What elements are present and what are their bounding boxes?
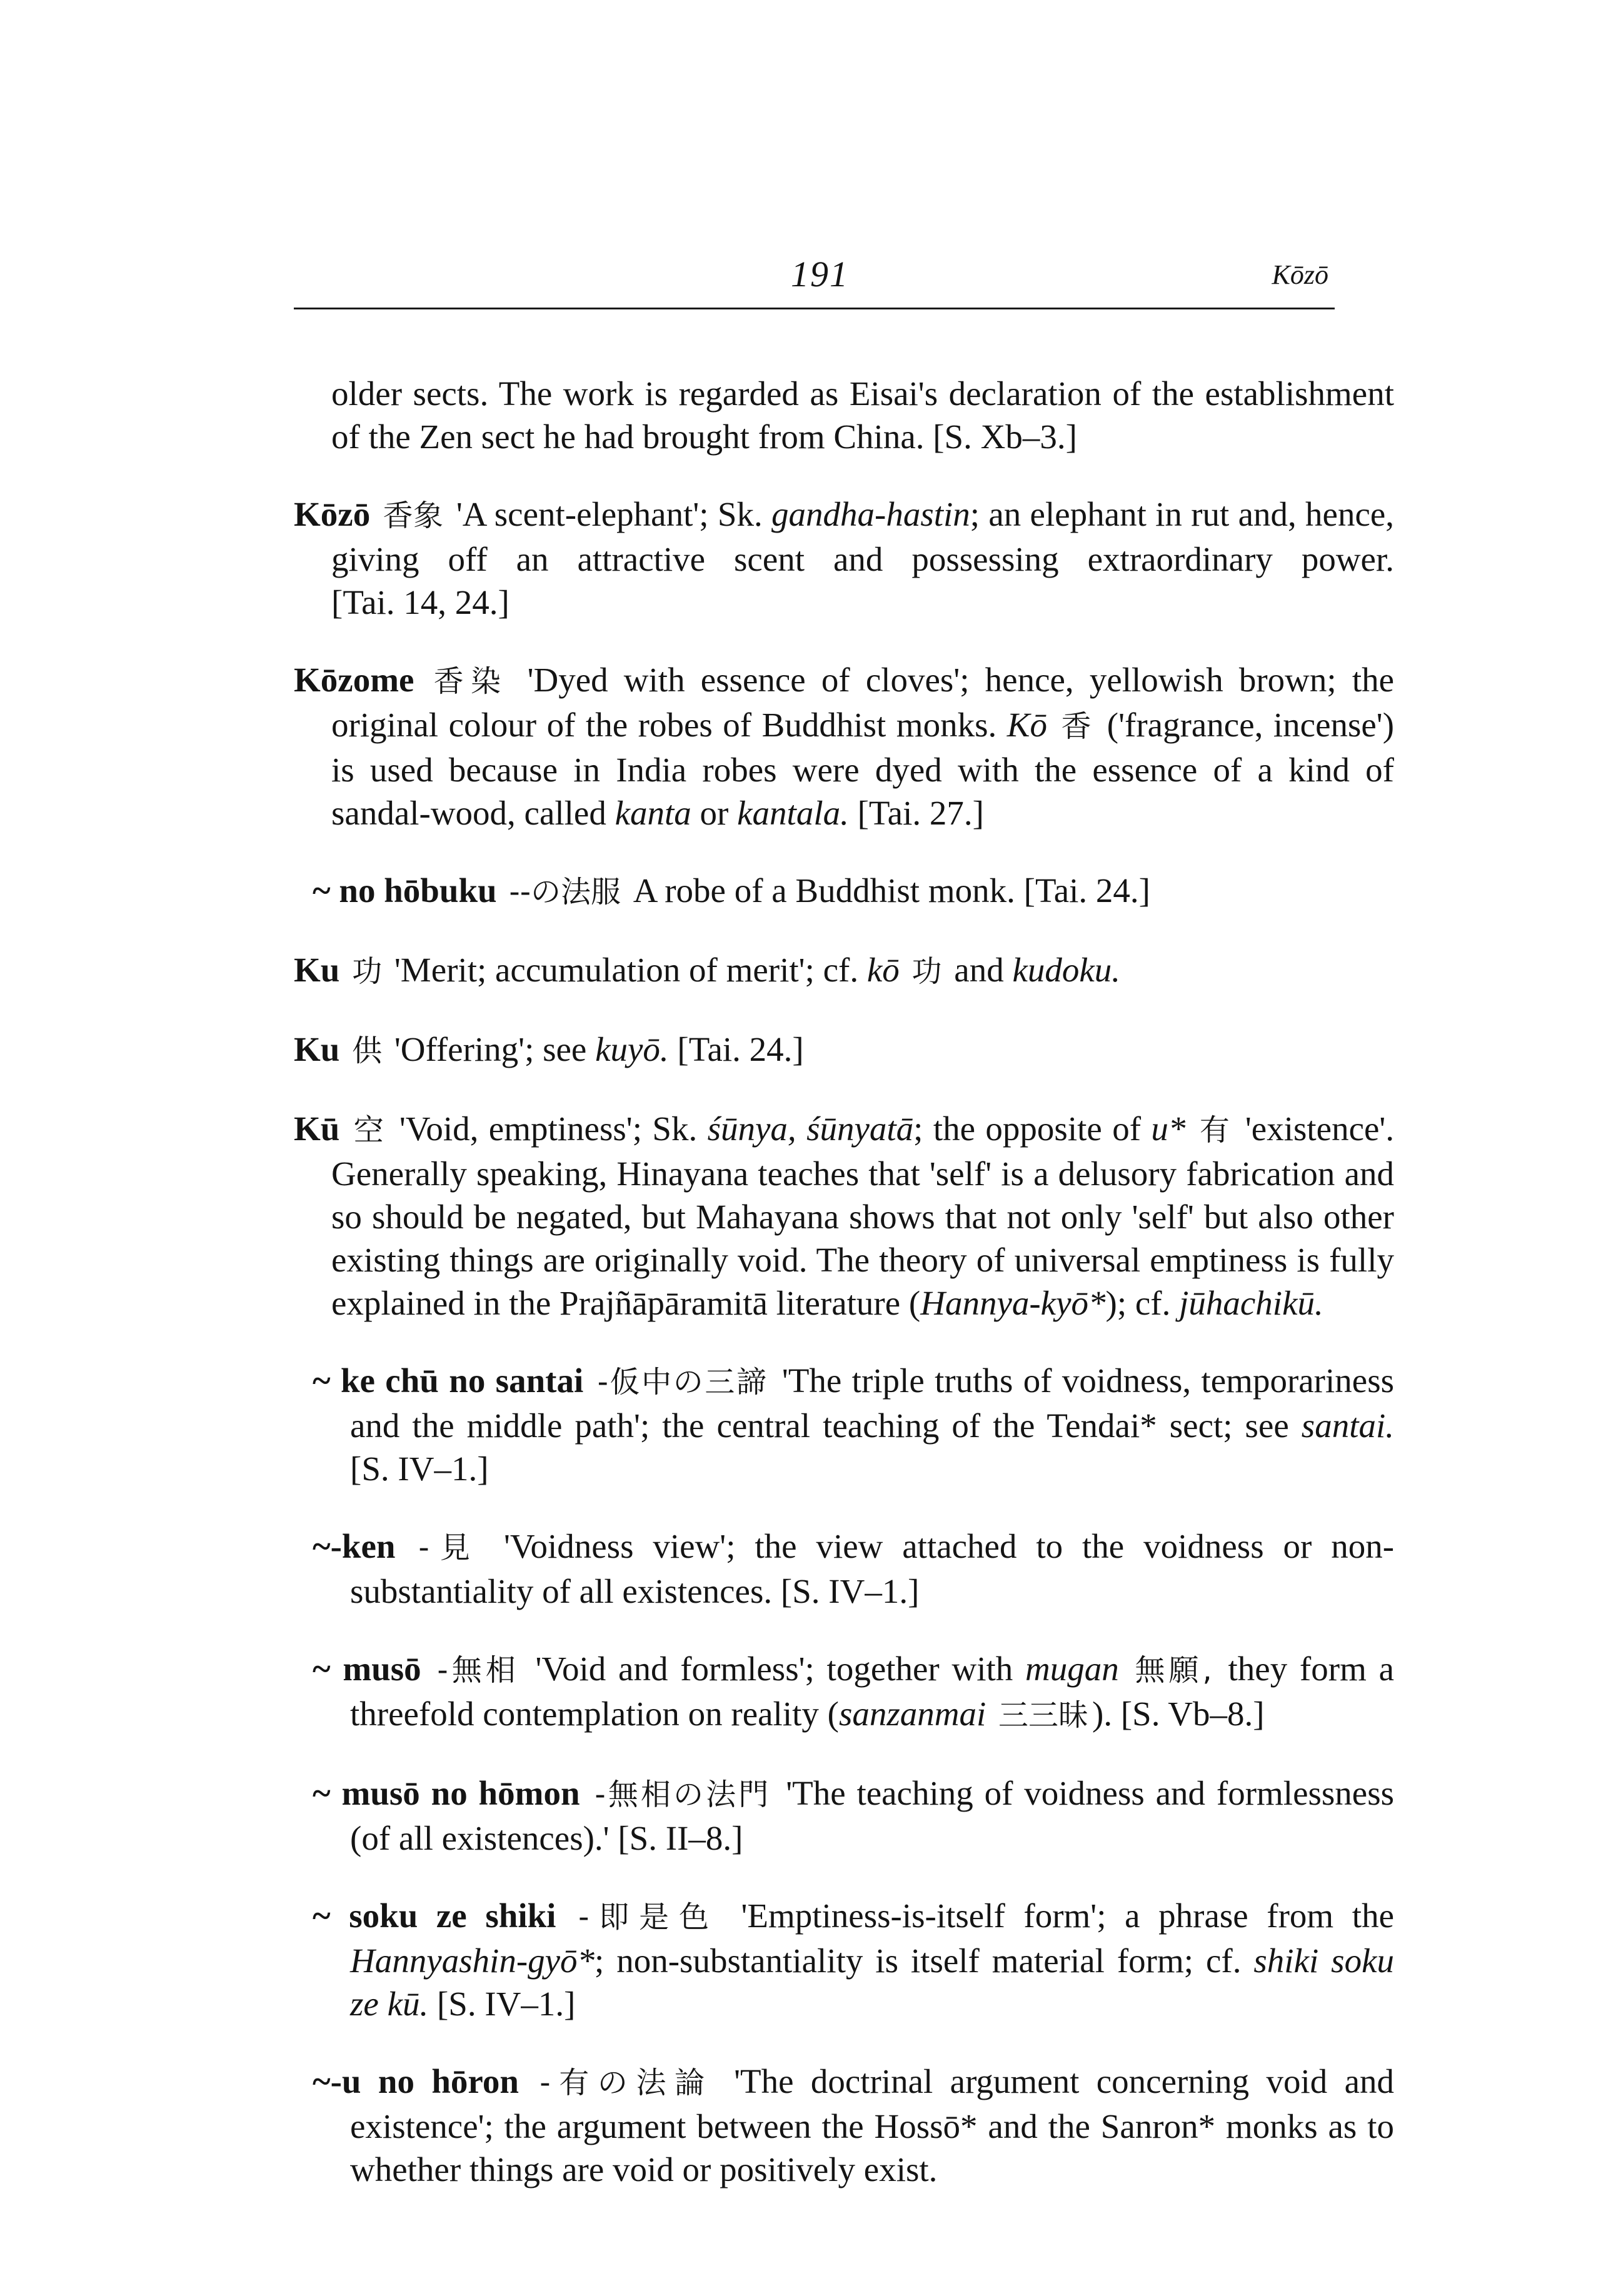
entry-definition: 'Void and formless'; together with [535, 1650, 1013, 1688]
entry-kanji: 香染 [433, 664, 508, 699]
entry-continuation [294, 372, 1394, 458]
entry-ke-chu-no-santai [313, 1359, 1394, 1490]
entry-italic: u* [1151, 1110, 1186, 1148]
entry-italic: jūhachikū. [1179, 1284, 1323, 1322]
entry-italic: gandha-hastin [771, 495, 970, 533]
entry-kanji: -見 [418, 1530, 481, 1565]
entry-kozome [294, 658, 1394, 835]
entry-italic: Hannyashin-gyō* [350, 1942, 595, 1980]
entry-definition: 'Merit; accumulation of merit'; cf. [394, 951, 859, 989]
entry-definition: 'existence'. Generally speaking, Hinayana teaches that 'self' is a delusory fabrication and so should be negated, but Mahayana shows that not only 'self' but also other existing things are originally void. The theory of universal emptiness is fully explained in the Prajñāpāramitā literature ( [331, 1110, 1395, 1322]
entry-italic: kō [866, 951, 900, 989]
entry-definition: A robe of a Buddhist monk. [633, 871, 1015, 910]
entry-kanji: 空 [353, 1113, 386, 1148]
page-header [294, 250, 1335, 313]
entry-reference: [Tai. 24.] [1023, 871, 1150, 910]
entry-soku-ze-shiki [313, 1894, 1394, 2025]
entry-definition: 'Offering'; see [394, 1030, 587, 1068]
entry-kanji: 功 [352, 954, 383, 989]
entry-definition: 'The doctrinal argument concerning void and existence'; the argument between the Hossō* and the Sanron* monks as to whether things are void or positively exist. [350, 2062, 1395, 2188]
entry-kanji: --の法服 [509, 875, 621, 910]
entry-term: ~ soku ze shiki [313, 1897, 556, 1935]
entry-ku-offering [294, 1028, 1394, 1073]
entry-term: ~ musō no hōmon [313, 1774, 580, 1812]
page-number: 191 [791, 254, 849, 294]
entry-definition: 'The triple truths of voidness, temporariness and the middle path'; the central teaching of the Tendai* sect; see [350, 1361, 1395, 1445]
entry-definition: they form a threefold contemplation on reality ( [350, 1650, 1395, 1733]
entry-definition: and [954, 951, 1004, 989]
continuation-text: older sects. The work is regarded as Eisai's declaration of the establishment of the Zen sect he had brought from China. [331, 374, 1394, 456]
entry-italic: Kō [1006, 706, 1047, 744]
entry-kanji: -無相 [437, 1653, 519, 1688]
entry-term: Kōzome [294, 661, 414, 699]
entry-ku-void [294, 1107, 1394, 1325]
entry-definition: ). [1092, 1695, 1113, 1733]
entry-italic: Hannya-kyō* [920, 1284, 1106, 1322]
entry-term: Ku [294, 951, 340, 989]
running-head: Kōzō [1272, 259, 1328, 290]
entry-kanji: 無願, [1135, 1653, 1212, 1688]
entry-term: ~-u no hōron [313, 2062, 519, 2100]
entry-term: Ku [294, 1030, 340, 1068]
entry-no-hobuku [313, 869, 1394, 914]
entry-italic: kantala. [737, 794, 849, 832]
entry-definition: 'Emptiness-is-itself form'; a phrase from the [741, 1897, 1394, 1935]
entry-reference: [Tai. 24.] [677, 1030, 804, 1068]
entry-muso [313, 1647, 1394, 1737]
entry-kanji: 三三昧 [998, 1698, 1089, 1733]
entry-reference: [S. Xb–3.] [933, 418, 1077, 456]
entry-italic: kudoku. [1012, 951, 1121, 989]
entry-definition: 'The teaching of voidness and formlessness (of all existences).' [350, 1774, 1395, 1857]
entry-definition: 'Void, emptiness'; Sk. [399, 1110, 698, 1148]
entry-definition: ); cf. [1105, 1284, 1171, 1322]
entry-kanji: 供 [352, 1033, 383, 1068]
entry-kozo [294, 493, 1394, 624]
entry-kanji: 功 [911, 954, 942, 989]
entry-reference: [S. IV–1.] [350, 1450, 489, 1488]
entry-definition: ; non-substantiality is itself material form; cf. [595, 1942, 1242, 1980]
entry-kanji: -即是色 [578, 1900, 719, 1935]
entry-kanji: -仮中の三諦 [597, 1365, 768, 1400]
entry-definition: ; an elephant in rut and, hence, giving off an attractive scent and possessing extraordinary power. [331, 495, 1395, 578]
entry-term: Kū [294, 1110, 340, 1148]
entry-kanji: 香象 [383, 498, 444, 533]
entry-muso-no-homon [313, 1772, 1394, 1860]
entry-term: ~ no hōbuku [313, 871, 497, 910]
entry-term: ~ ke chū no santai [313, 1361, 584, 1400]
entry-definition: or [700, 794, 729, 832]
entry-ku-merit [294, 948, 1394, 993]
entry-italic: santai. [1301, 1406, 1395, 1445]
entry-italic: shiki soku ze kū. [350, 1942, 1394, 2023]
dictionary-body [294, 338, 1394, 2208]
entry-reference: [S. IV–1.] [780, 1572, 920, 1610]
entry-term: Kōzō [294, 495, 371, 533]
entry-kanji: 有 [1199, 1113, 1232, 1148]
entry-definition: ('fragrance, incense') is used because in India robes were dyed with the essence of a kind of sandal-wood, called [331, 706, 1395, 832]
entry-reference: [S. IV–1.] [436, 1985, 576, 2023]
entry-italic: mugan [1025, 1650, 1119, 1688]
entry-u-no-horon [313, 2060, 1394, 2191]
entry-reference: [Tai. 14, 24.] [331, 583, 509, 621]
entry-term: ~-ken [313, 1527, 396, 1565]
entry-kanji: -有の法論 [540, 2065, 713, 2100]
entry-italic: śūnya, śūnyatā [707, 1110, 914, 1148]
entry-kanji: -無相の法門 [595, 1777, 771, 1812]
entry-italic: kuyō. [595, 1030, 669, 1068]
entry-italic: sanzanmai [838, 1695, 986, 1733]
entry-reference: [S. Vb–8.] [1120, 1695, 1265, 1733]
header-rule [294, 308, 1335, 309]
entry-definition: ; the opposite of [913, 1110, 1142, 1148]
entry-italic: kanta [615, 794, 691, 832]
entry-definition: 'Voidness view'; the view attached to the voidness or non-substantiality of all existences. [350, 1527, 1395, 1610]
entry-reference: [Tai. 27.] [857, 794, 984, 832]
entry-kanji: 香 [1061, 709, 1093, 744]
entry-definition: 'Dyed with essence of cloves'; hence, yellowish brown; the original colour of the robes of Buddhist monks. [331, 661, 1395, 744]
entry-ken [313, 1525, 1394, 1613]
entry-definition: 'A scent-elephant'; Sk. [456, 495, 763, 533]
entry-term: ~ musō [313, 1650, 421, 1688]
entry-reference: [S. II–8.] [618, 1819, 743, 1857]
